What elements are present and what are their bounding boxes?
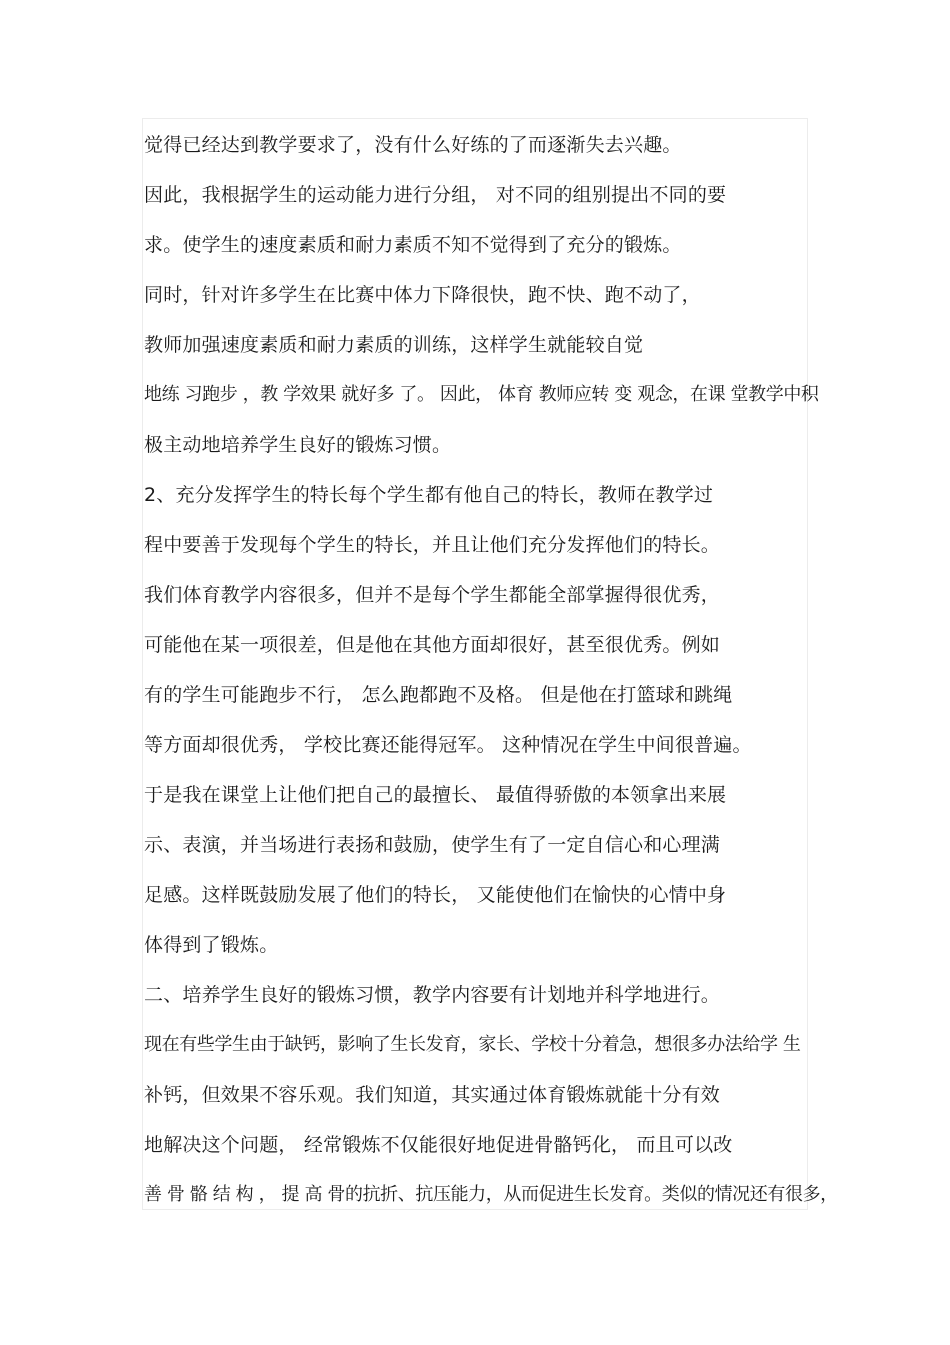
- text-line: 教师加强速度素质和耐力素质的训练，这样学生就能较自觉: [144, 334, 644, 356]
- text-line: 现在有些学生由于缺钙，影响了生长发育，家长、学校十分着急，想很多办法给学 生: [144, 1034, 801, 1055]
- text-line: 觉得已经达到教学要求了，没有什么好练的了而逐渐失去兴趣。: [144, 134, 682, 156]
- text-line: 程中要善于发现每个学生的特长，并且让他们充分发挥他们的特长。: [144, 534, 721, 556]
- text-line: 有的学生可能跑步不行， 怎么跑都跑不及格。 但是他在打篮球和跳绳: [144, 684, 733, 706]
- text-line: 于是我在课堂上让他们把自己的最擅长、 最值得骄傲的本领拿出来展: [144, 784, 727, 806]
- text-line: 等方面却很优秀， 学校比赛还能得冠军。 这种情况在学生中间很普遍。: [144, 734, 752, 756]
- text-line: 二、培养学生良好的锻炼习惯，教学内容要有计划地并科学地进行。: [144, 984, 721, 1006]
- text-line: 体得到了锻炼。: [144, 934, 279, 956]
- text-line: 2、充分发挥学生的特长每个学生都有他自己的特长，教师在教学过: [144, 484, 714, 506]
- text-line: 因此，我根据学生的运动能力进行分组， 对不同的组别提出不同的要: [144, 184, 727, 206]
- text-line: 善 骨 骼 结 构 ， 提 高 骨的抗折、抗压能力，从而促进生长发育。类似的情况还有很多，: [144, 1184, 838, 1205]
- text-line: 补钙，但效果不容乐观。我们知道，其实通过体育锻炼就能十分有效: [144, 1084, 721, 1106]
- text-line: 求。使学生的速度素质和耐力素质不知不觉得到了充分的锻炼。: [144, 234, 682, 256]
- text-line: 地练 习跑步 ，教 学效果 就好多 了。 因此， 体育 教师应转 变 观念，在课 堂教学中积: [144, 384, 819, 405]
- text-line: 足感。这样既鼓励发展了他们的特长， 又能使他们在愉快的心情中身: [144, 884, 727, 906]
- text-line: 可能他在某一项很差，但是他在其他方面却很好，甚至很优秀。例如: [144, 634, 721, 656]
- text-line: 极主动地培养学生良好的锻炼习惯。: [144, 434, 452, 456]
- text-line: 地解决这个问题， 经常锻炼不仅能很好地促进骨骼钙化， 而且可以改: [144, 1134, 733, 1156]
- text-line: 示、表演，并当场进行表扬和鼓励，使学生有了一定自信心和心理满: [144, 834, 721, 856]
- text-line: 我们体育教学内容很多，但并不是每个学生都能全部掌握得很优秀，: [144, 584, 721, 606]
- text-line: 同时，针对许多学生在比赛中体力下降很快，跑不快、跑不动了，: [144, 284, 701, 306]
